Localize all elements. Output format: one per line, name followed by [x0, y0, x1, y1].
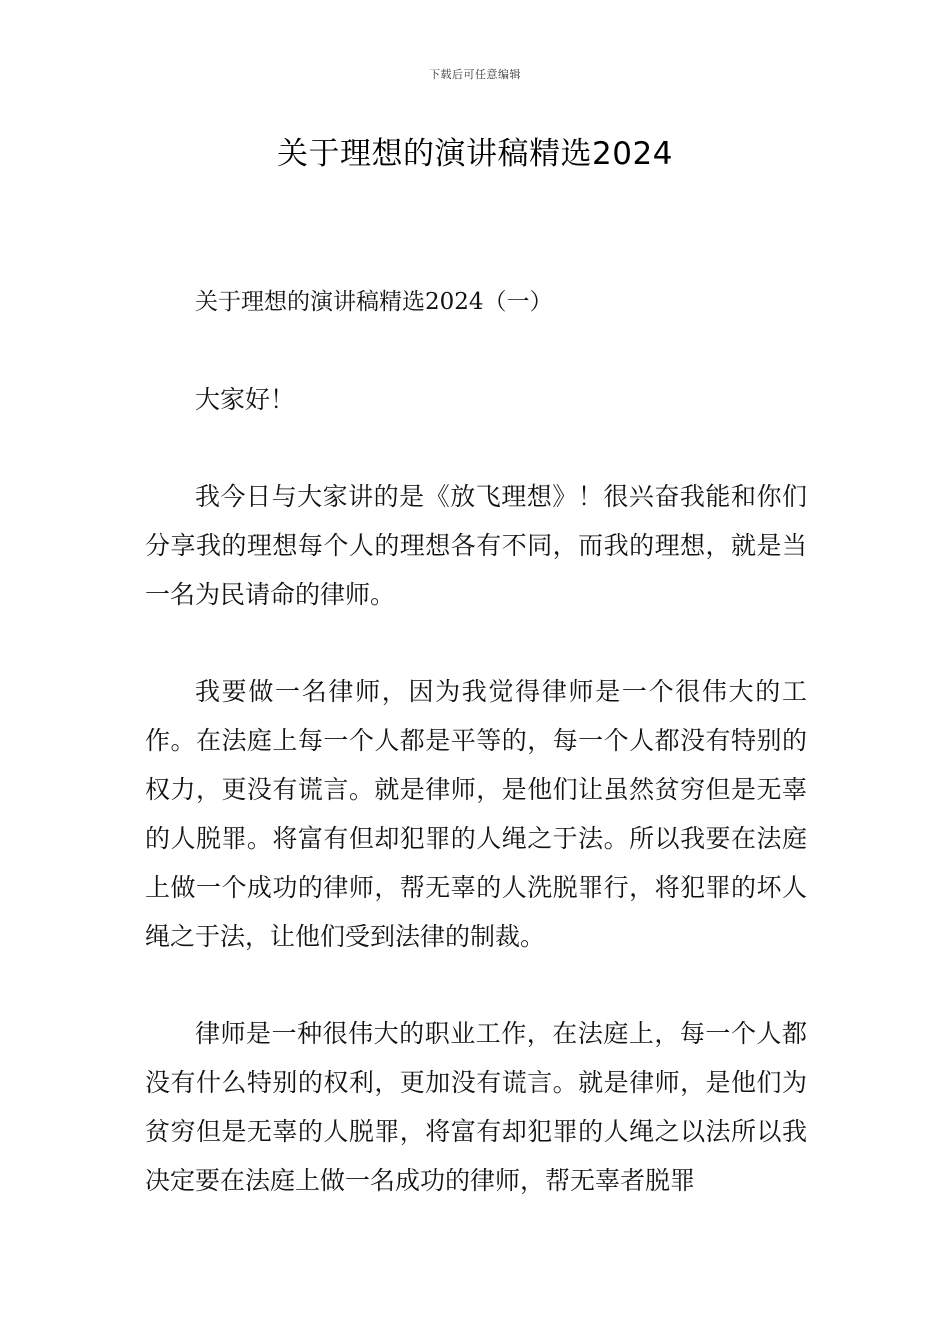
header-note: 下载后可任意编辑	[429, 68, 521, 81]
greeting: 大家好！	[195, 385, 296, 414]
paragraph-intro: 我今日与大家讲的是《放飞理想》！很兴奋我能和你们分享我的理想每个人的理想各有不同，而我的理想，就是当一名为民请命的律师。	[145, 482, 807, 609]
paragraph-lawyer-career: 律师是一种很伟大的职业工作，在法庭上，每一个人都没有什么特别的权利，更加没有谎言。就是律师，是他们为贫穷但是无辜的人脱罪，将富有却犯罪的人绳之以法所以我决定要在法庭上做一名成功的律师，帮无辜者脱罪	[145, 1019, 807, 1195]
paragraph-lawyer-reason: 我要做一名律师，因为我觉得律师是一个很伟大的工作。在法庭上每一个人都是平等的，每一个人都没有特别的权力，更没有谎言。就是律师，是他们让虽然贫穷但是无辜的人脱罪。将富有但却犯罪的人绳之于法。所以我要在法庭上做一个成功的律师，帮无辜的人洗脱罪行，将犯罪的坏人绳之于法，让他们受到法律的制裁。	[145, 677, 807, 951]
document-body	[145, 278, 807, 1205]
section-heading: 关于理想的演讲稿精选2024（一）	[195, 289, 553, 315]
document-title: 关于理想的演讲稿精选2024	[277, 136, 673, 172]
